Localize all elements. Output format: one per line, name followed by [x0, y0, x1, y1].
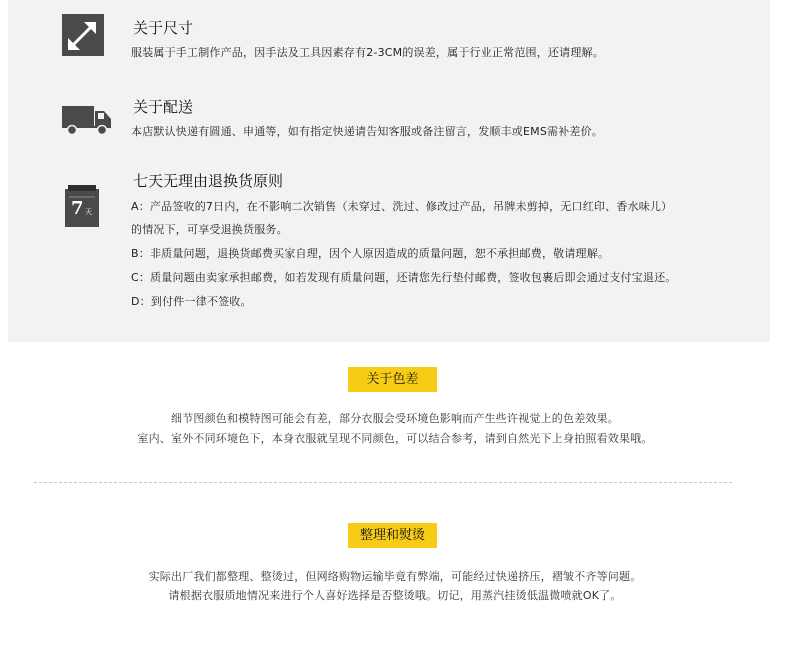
returns-line-d: D：到付件一律不签收。 [131, 295, 252, 308]
returns-line-b: B：非质量问题，退换货邮费买家自理，因个人原因造成的质量问题，恕不承担邮费，敬请理解。 [131, 247, 610, 260]
color-diff-badge: 关于色差 [348, 367, 437, 392]
ironing-badge: 整理和熨烫 [348, 523, 437, 548]
section-divider [34, 482, 732, 483]
calendar-number: 7 [71, 198, 84, 219]
color-diff-line-1: 细节图颜色和模特图可能会有差，部分衣服会受环境色影响而产生些许视觉上的色差效果。 [171, 412, 619, 425]
returns-title: 七天无理由退换货原则 [133, 172, 284, 190]
calendar-unit: 天 [85, 208, 92, 216]
delivery-body: 本店默认快递有圆通、申通等，如有指定快递请告知客服或备注留言，发顺丰或EMS需补差价。 [131, 125, 604, 138]
calendar-7-days-icon [64, 185, 100, 228]
returns-line-a: A：产品签收的7日内，在不影响二次销售（未穿过、洗过、修改过产品，吊牌未剪掉，无口红印、香水味儿） [131, 200, 673, 213]
ironing-line-1: 实际出厂我们都整理、整烫过，但网络购物运输毕竟有弊端，可能经过快递挤压，褶皱不齐等问题。 [148, 570, 642, 583]
resize-arrow-icon [62, 14, 104, 56]
color-diff-line-2: 室内、室外不同环境色下，本身衣服就呈现不同颜色，可以结合参考，请到自然光下上身拍照看效果哦。 [137, 432, 653, 445]
ironing-line-2: 请根据衣服质地情况来进行个人喜好选择是否整烫哦。切记，用蒸汽挂烫低温微喷就OK了。 [168, 589, 622, 602]
delivery-truck-icon [62, 103, 112, 135]
returns-line-a-cont: 的情况下，可享受退换货服务。 [131, 223, 288, 236]
delivery-title: 关于配送 [133, 98, 194, 116]
size-body: 服装属于手工制作产品，因手法及工具因素存有2-3CM的误差，属于行业正常范围，还请理解。 [131, 46, 604, 59]
returns-line-c: C：质量问题由卖家承担邮费，如若发现有质量问题，还请您先行垫付邮费，签收包裹后即会通过支付宝退还。 [131, 271, 677, 284]
size-title: 关于尺寸 [133, 19, 194, 37]
